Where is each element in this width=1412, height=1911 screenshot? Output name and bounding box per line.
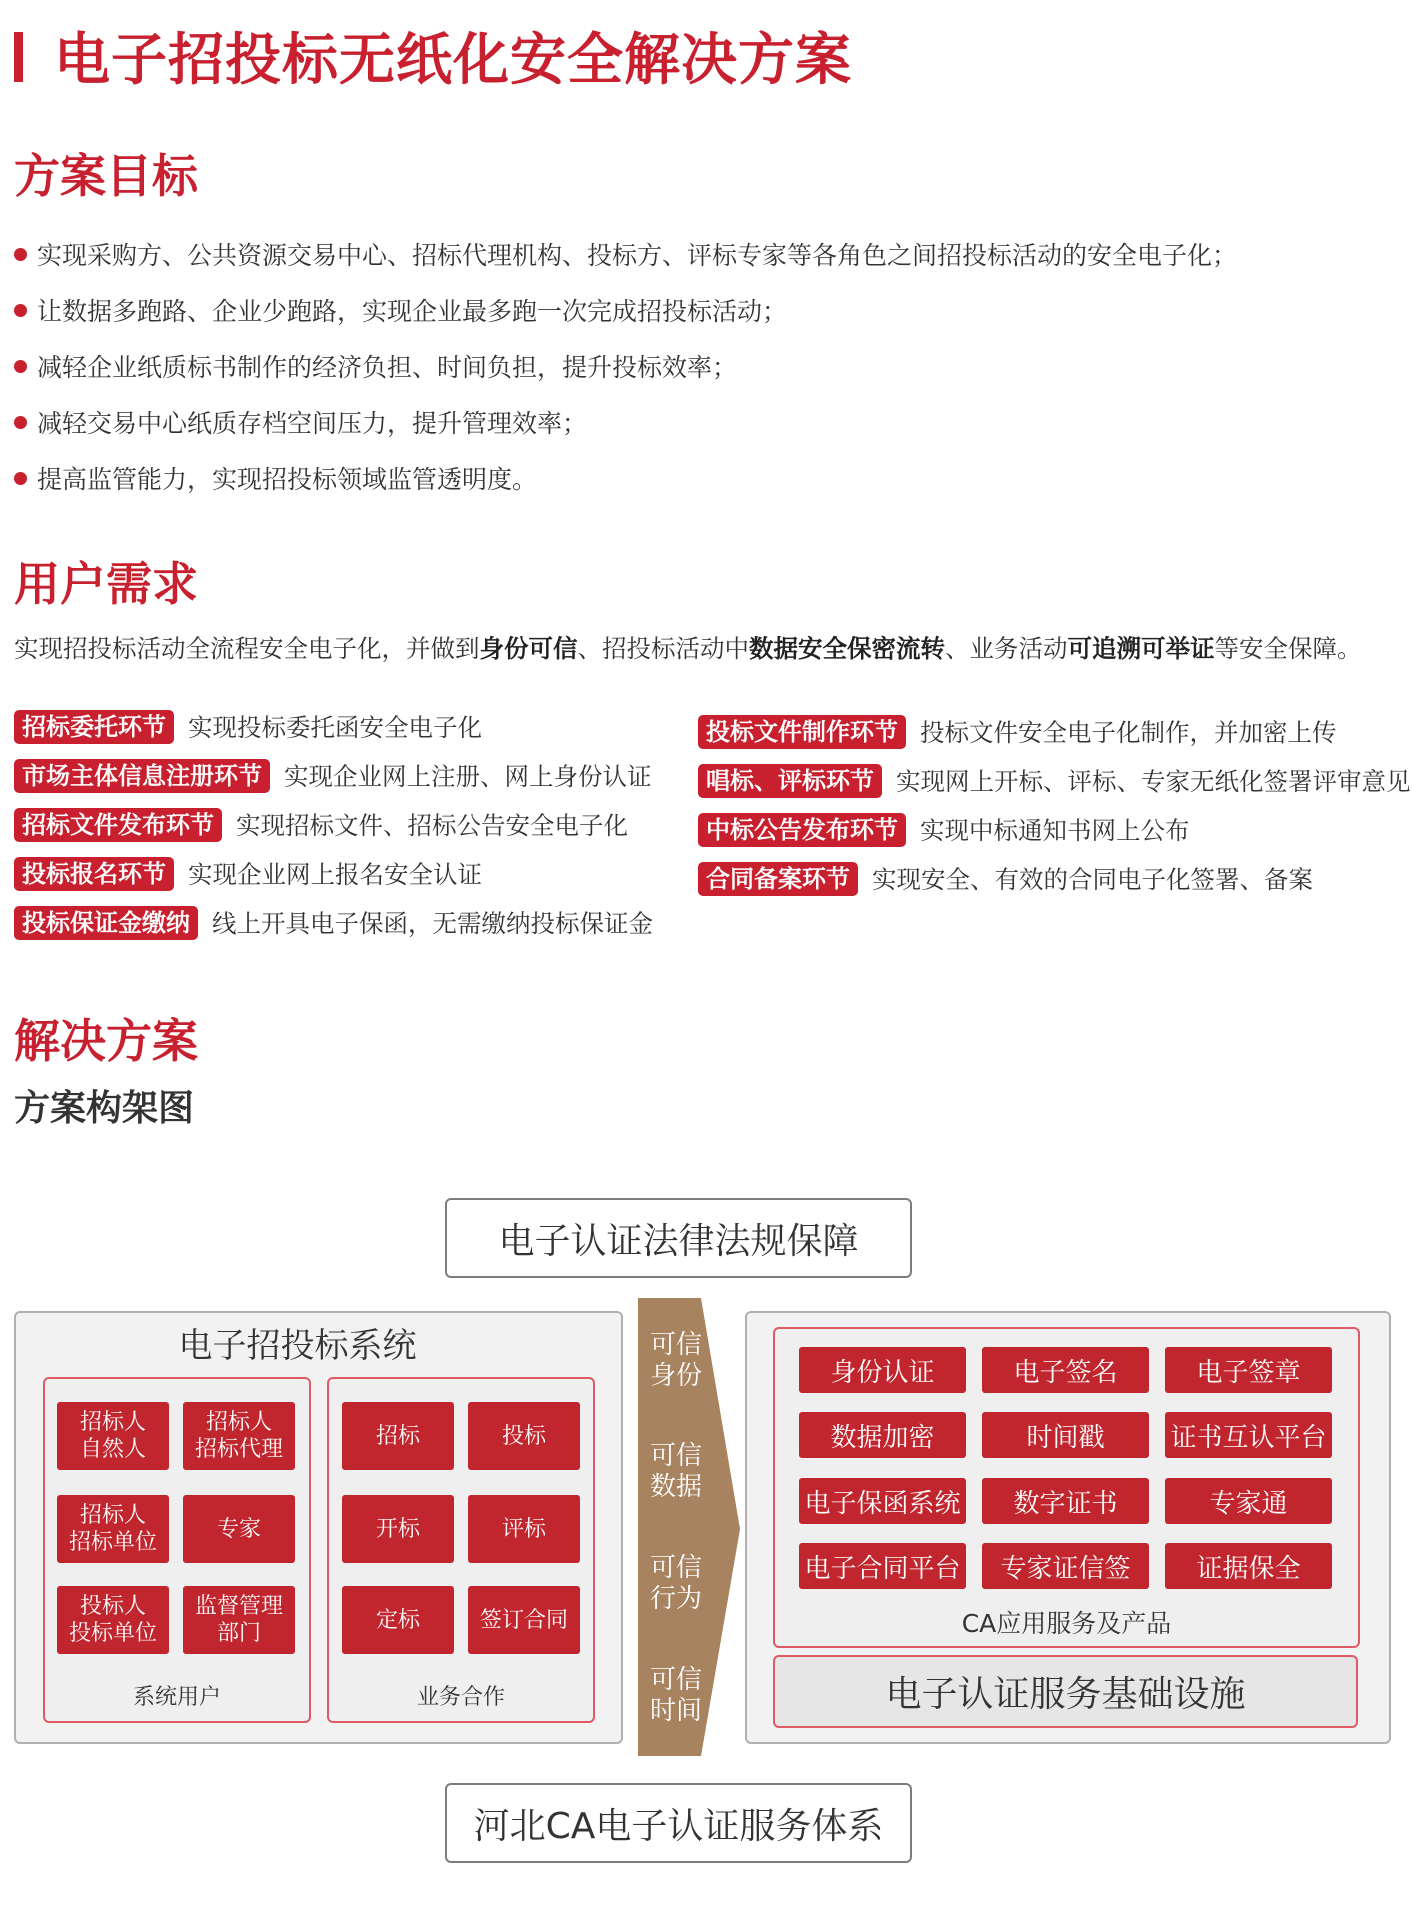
need-tag: 招标文件发布环节 (14, 808, 222, 842)
ca-product-box: 证据保全 (1165, 1543, 1332, 1589)
need-item (698, 763, 1411, 798)
need-tag: 市场主体信息注册环节 (14, 759, 270, 793)
bullet-dot-icon (14, 248, 27, 261)
need-desc: 实现中标通知书网上公布 (920, 816, 1190, 845)
bullet-dot-icon (14, 360, 27, 373)
ca-product-box: 电子签章 (1165, 1347, 1332, 1393)
ca-infrastructure-box: 电子认证服务基础设施 (773, 1655, 1358, 1728)
ca-product-box: 时间戳 (982, 1412, 1149, 1458)
ca-service-system-box: 河北CA电子认证服务体系 (445, 1783, 912, 1863)
user-box: 投标人 投标单位 (57, 1586, 169, 1654)
ca-product-box: 证书互认平台 (1165, 1412, 1332, 1458)
user-box: 监督管理 部门 (183, 1586, 295, 1654)
need-tag: 投标保证金缴纳 (14, 906, 198, 940)
section-heading-architecture: 方案构架图 (14, 1088, 195, 1129)
bullet-dot-icon (14, 472, 27, 485)
needs-intro: 实现招投标活动全流程安全电子化，并做到身份可信、招投标活动中数据安全保密流转、业务活动可追溯可举证等安全保障。 (14, 634, 1362, 663)
ca-product-box: 数字证书 (982, 1478, 1149, 1524)
ca-product-box: 电子保函系统 (799, 1478, 966, 1524)
business-box: 投标 (468, 1402, 580, 1470)
section-heading-needs: 用户需求 (14, 557, 198, 611)
ca-product-box: 专家通 (1165, 1478, 1332, 1524)
need-desc: 线上开具电子保函，无需缴纳投标保证金 (212, 909, 653, 938)
ca-products-caption: CA应用服务及产品 (961, 1609, 1172, 1638)
need-item (14, 758, 652, 793)
section-heading-solution: 解决方案 (14, 1014, 198, 1068)
need-tag: 中标公告发布环节 (698, 813, 906, 847)
need-tag: 投标文件制作环节 (698, 715, 906, 749)
bullet-dot-icon (14, 416, 27, 429)
arrow-label: 可信 数据 (649, 1441, 702, 1502)
need-desc: 投标文件安全电子化制作，并加密上传 (920, 718, 1337, 747)
goal-text: 实现采购方、公共资源交易中心、招标代理机构、投标方、评标专家等各角色之间招投标活动的安全电子化； (37, 241, 1238, 270)
need-item (698, 714, 1337, 749)
business-box: 评标 (468, 1495, 580, 1563)
need-desc: 实现招标文件、招标公告安全电子化 (236, 811, 628, 840)
arrow-label: 可信 时间 (649, 1665, 702, 1726)
user-box: 招标人 自然人 (57, 1402, 169, 1470)
business-box: 签订合同 (468, 1586, 580, 1654)
system-users-caption: 系统用户 (132, 1685, 221, 1710)
business-box: 开标 (342, 1495, 454, 1563)
need-desc: 实现企业网上注册、网上身份认证 (284, 762, 652, 791)
user-box: 专家 (183, 1495, 295, 1563)
arrow-label: 可信 行为 (649, 1553, 702, 1614)
need-tag: 唱标、评标环节 (698, 764, 882, 798)
goal-item (14, 292, 787, 328)
business-box: 定标 (342, 1586, 454, 1654)
goal-text: 提高监管能力，实现招投标领域监管透明度。 (37, 465, 538, 494)
goal-text: 减轻交易中心纸质存档空间压力，提升管理效率； (37, 409, 588, 438)
ca-product-box: 数据加密 (799, 1412, 966, 1458)
section-heading-goals: 方案目标 (14, 149, 198, 203)
business-box: 招标 (342, 1402, 454, 1470)
need-tag: 招标委托环节 (14, 710, 174, 744)
page-title: 电子招投标无纸化安全解决方案 (54, 28, 852, 93)
ca-product-box: 电子合同平台 (799, 1543, 966, 1589)
need-item (14, 709, 482, 744)
business-cooperation-caption: 业务合作 (416, 1685, 505, 1710)
need-item (14, 856, 482, 891)
ca-product-box: 身份认证 (799, 1347, 966, 1393)
arrow-label: 可信 身份 (649, 1330, 702, 1391)
goal-item (14, 236, 1237, 272)
need-desc: 实现企业网上报名安全认证 (188, 860, 482, 889)
bidding-system-title: 电子招投标系统 (178, 1326, 417, 1366)
goal-item (14, 460, 537, 496)
legal-guarantee-box: 电子认证法律法规保障 (445, 1198, 912, 1278)
goal-item (14, 404, 587, 440)
goal-item (14, 348, 737, 384)
need-tag: 投标报名环节 (14, 857, 174, 891)
goal-text: 减轻企业纸质标书制作的经济负担、时间负担，提升投标效率； (37, 353, 738, 382)
need-desc: 实现安全、有效的合同电子化签署、备案 (872, 865, 1313, 894)
ca-product-box: 专家证信签 (982, 1543, 1149, 1589)
need-desc: 实现投标委托函安全电子化 (188, 713, 482, 742)
need-desc: 实现网上开标、评标、专家无纸化签署评审意见 (896, 767, 1411, 796)
ca-product-box: 电子签名 (982, 1347, 1149, 1393)
user-box: 招标人 招标单位 (57, 1495, 169, 1563)
need-item (14, 905, 653, 940)
need-item (698, 861, 1313, 896)
need-item (14, 807, 628, 842)
title-accent-bar (14, 32, 23, 82)
goal-text: 让数据多跑路、企业少跑路，实现企业最多跑一次完成招投标活动； (37, 297, 788, 326)
need-tag: 合同备案环节 (698, 862, 858, 896)
need-item (698, 812, 1190, 847)
user-box: 招标人 招标代理 (183, 1402, 295, 1470)
bullet-dot-icon (14, 304, 27, 317)
